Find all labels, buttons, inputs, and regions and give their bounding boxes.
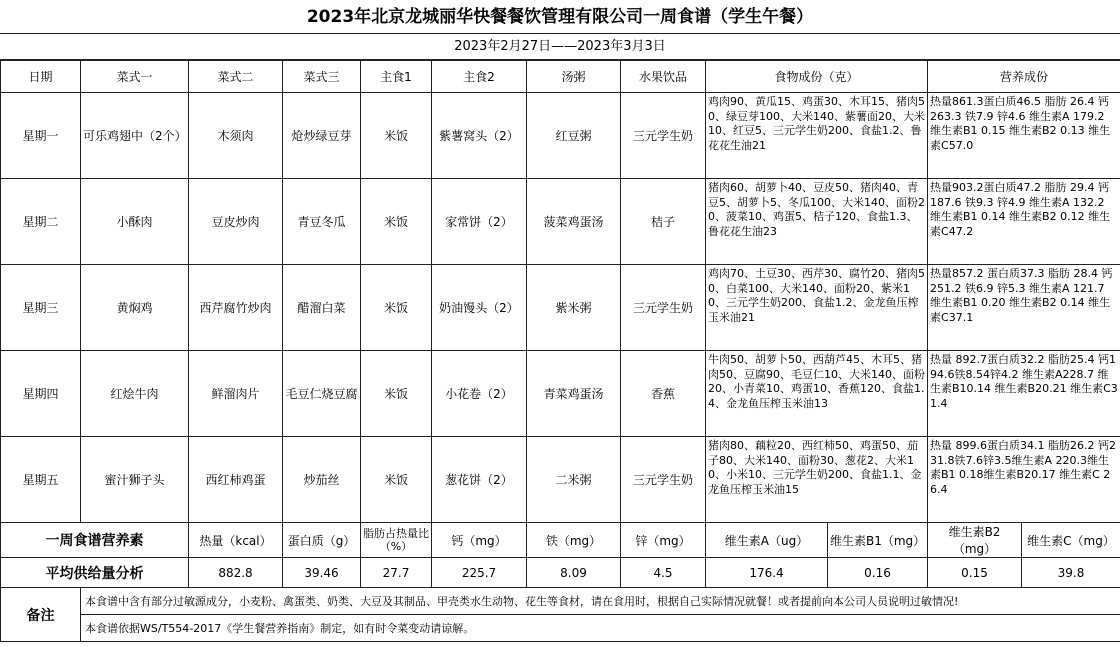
avg-zinc: 4.5	[621, 558, 706, 588]
staple1-cell: 米饭	[361, 351, 432, 437]
weekly-nutrients-label: 一周食谱营养素	[1, 523, 189, 558]
staple1-cell: 米饭	[361, 179, 432, 265]
fruit-cell: 香蕉	[621, 351, 706, 437]
day-label: 星期三	[1, 265, 81, 351]
nutrient-label-energy: 热量（kcal）	[189, 523, 283, 558]
day-label: 星期一	[1, 93, 81, 179]
staple2-cell: 小花卷（2）	[432, 351, 527, 437]
header-fruit: 水果饮品	[621, 61, 706, 93]
dish2-cell: 木须肉	[189, 93, 283, 179]
header-date: 日期	[1, 61, 81, 93]
notes-row-1	[1, 588, 1120, 615]
fruit-cell: 三元学生奶	[621, 93, 706, 179]
soup-cell: 青菜鸡蛋汤	[527, 351, 621, 437]
dish2-cell: 西红柿鸡蛋	[189, 437, 283, 523]
nutrient-label-fat-ratio: 脂肪占热量比（%）	[361, 523, 432, 558]
nutrient-label-zinc: 锌（mg）	[621, 523, 706, 558]
avg-protein: 39.46	[283, 558, 361, 588]
staple2-cell: 奶油馒头（2）	[432, 265, 527, 351]
avg-vitamin-b1: 0.16	[828, 558, 928, 588]
avg-vitamin-a: 176.4	[706, 558, 828, 588]
header-soup: 汤粥	[527, 61, 621, 93]
allergen-note: 本食谱中含有部分过敏源成分，小麦粉、禽蛋类、奶类、大豆及其制品、甲壳类水生动物、花生等食材，请在食用时，根据自己实际情况就餐！或者提前向本公司人员说明过敏情况!	[81, 588, 1120, 615]
nutrition-cell: 热量857.2 蛋白质37.3 脂肪 28.4 钙 251.2 铁6.9 锌5.3 维生素A 121.7 维生素B1 0.20 维生素B2 0.14 维生素C37.1	[928, 265, 1120, 351]
day-row-tuesday	[1, 179, 1120, 265]
day-label: 星期四	[1, 351, 81, 437]
dish3-cell: 毛豆仁烧豆腐	[283, 351, 361, 437]
dish1-cell: 可乐鸡翅中（2个）	[81, 93, 189, 179]
avg-energy: 882.8	[189, 558, 283, 588]
dish2-cell: 西芹腐竹炒肉	[189, 265, 283, 351]
staple2-cell: 家常饼（2）	[432, 179, 527, 265]
staple1-cell: 米饭	[361, 265, 432, 351]
nutrient-label-iron: 铁（mg）	[527, 523, 621, 558]
dish1-cell: 小酥肉	[81, 179, 189, 265]
ingredients-cell: 牛肉50、胡萝卜50、西葫芦45、木耳5、猪肉50、豆腐90、毛豆仁10、大米140、面粉20、小青菜10、鸡蛋10、香蕉120、食盐1.4、金龙鱼压榨玉米油13	[706, 351, 928, 437]
day-row-monday	[1, 93, 1120, 179]
sheet-title: 2023年北京龙城丽华快餐餐饮管理有限公司一周食谱（学生午餐）	[0, 0, 1120, 34]
fruit-cell: 三元学生奶	[621, 437, 706, 523]
nutrition-cell: 热量903.2蛋白质47.2 脂肪 29.4 钙 187.6 铁9.3 锌4.9 维生素A 132.2 维生素B1 0.14 维生素B2 0.12 维生素C47.2	[928, 179, 1120, 265]
header-dish1: 菜式一	[81, 61, 189, 93]
dish3-cell: 青豆冬瓜	[283, 179, 361, 265]
staple2-cell: 紫薯窝头（2）	[432, 93, 527, 179]
header-nutrition: 营养成份	[928, 61, 1120, 93]
avg-vitamin-c: 39.8	[1022, 558, 1120, 588]
date-range: 2023年2月27日——2023年3月3日	[0, 34, 1120, 60]
header-ingredients: 食物成份（克）	[706, 61, 928, 93]
dish2-cell: 豆皮炒肉	[189, 179, 283, 265]
soup-cell: 红豆粥	[527, 93, 621, 179]
soup-cell: 二米粥	[527, 437, 621, 523]
dish3-cell: 醋溜白菜	[283, 265, 361, 351]
nutrition-cell: 热量 892.7蛋白质32.2 脂肪25.4 钙194.6铁8.54锌4.2 维生素A228.7 维生素B10.14 维生素B20.21 维生素C31.4	[928, 351, 1120, 437]
avg-iron: 8.09	[527, 558, 621, 588]
soup-cell: 紫米粥	[527, 265, 621, 351]
dish1-cell: 蜜汁狮子头	[81, 437, 189, 523]
staple1-cell: 米饭	[361, 437, 432, 523]
dish1-cell: 黄焖鸡	[81, 265, 189, 351]
avg-calcium: 225.7	[432, 558, 527, 588]
header-row	[1, 61, 1120, 93]
weekly-average-row	[1, 558, 1120, 588]
guideline-note: 本食谱依据WS/T554-2017《学生餐营养指南》制定，如有时令菜变动请谅解。	[81, 615, 1120, 642]
nutrition-cell: 热量861.3蛋白质46.5 脂肪 26.4 钙 263.3 铁7.9 锌4.6 维生素A 179.2 维生素B1 0.15 维生素B2 0.13 维生素C57.0	[928, 93, 1120, 179]
nutrient-label-vitamin-a: 维生素A（ug）	[706, 523, 828, 558]
staple1-cell: 米饭	[361, 93, 432, 179]
nutrient-label-calcium: 钙（mg）	[432, 523, 527, 558]
header-staple1: 主食1	[361, 61, 432, 93]
fruit-cell: 桔子	[621, 179, 706, 265]
avg-fat-ratio: 27.7	[361, 558, 432, 588]
ingredients-cell: 猪肉60、胡萝卜40、豆皮50、猪肉40、青豆5、胡萝卜5、冬瓜100、大米140、面粉20、菠菜10、鸡蛋5、桔子120、食盐1.3、鲁花花生油23	[706, 179, 928, 265]
average-supply-label: 平均供给量分析	[1, 558, 189, 588]
ingredients-cell: 鸡肉70、土豆30、西芹30、腐竹20、猪肉50、白菜100、大米140、面粉20、紫米10、三元学生奶200、食盐1.2、金龙鱼压榨玉米油21	[706, 265, 928, 351]
nutrient-label-vitamin-b2: 维生素B2（mg）	[928, 523, 1022, 558]
day-row-thursday	[1, 351, 1120, 437]
staple2-cell: 葱花饼（2）	[432, 437, 527, 523]
dish3-cell: 炒茄丝	[283, 437, 361, 523]
notes-label: 备注	[1, 588, 81, 642]
nutrient-label-vitamin-c: 维生素C（mg）	[1022, 523, 1120, 558]
header-dish3: 菜式三	[283, 61, 361, 93]
fruit-cell: 三元学生奶	[621, 265, 706, 351]
header-staple2: 主食2	[432, 61, 527, 93]
day-row-friday	[1, 437, 1120, 523]
nutrient-label-vitamin-b1: 维生素B1（mg）	[828, 523, 928, 558]
dish1-cell: 红烩牛肉	[81, 351, 189, 437]
dish2-cell: 鲜溜肉片	[189, 351, 283, 437]
day-label: 星期五	[1, 437, 81, 523]
ingredients-cell: 鸡肉90、黄瓜15、鸡蛋30、木耳15、猪肉50、绿豆芽100、大米140、紫薯面20、大米10、红豆5、三元学生奶200、食盐1.2、鲁花花生油21	[706, 93, 928, 179]
day-label: 星期二	[1, 179, 81, 265]
day-row-wednesday	[1, 265, 1120, 351]
nutrient-label-protein: 蛋白质（g）	[283, 523, 361, 558]
notes-row-2	[1, 615, 1120, 642]
ingredients-cell: 猪肉80、藕粒20、西红柿50、鸡蛋50、茄子80、大米140、面粉30、葱花2、大米10、小米10、三元学生奶200、食盐1.1、金龙鱼压榨玉米油15	[706, 437, 928, 523]
nutrition-cell: 热量 899.6蛋白质34.1 脂肪26.2 钙231.8铁7.6锌3.5维生素A 220.3维生素B1 0.18维生素B20.17 维生素C 26.4	[928, 437, 1120, 523]
soup-cell: 菠菜鸡蛋汤	[527, 179, 621, 265]
weekly-nutrient-header-row	[1, 523, 1120, 558]
header-dish2: 菜式二	[189, 61, 283, 93]
weekly-menu-table	[0, 60, 1120, 642]
dish3-cell: 炝炒绿豆芽	[283, 93, 361, 179]
avg-vitamin-b2: 0.15	[928, 558, 1022, 588]
